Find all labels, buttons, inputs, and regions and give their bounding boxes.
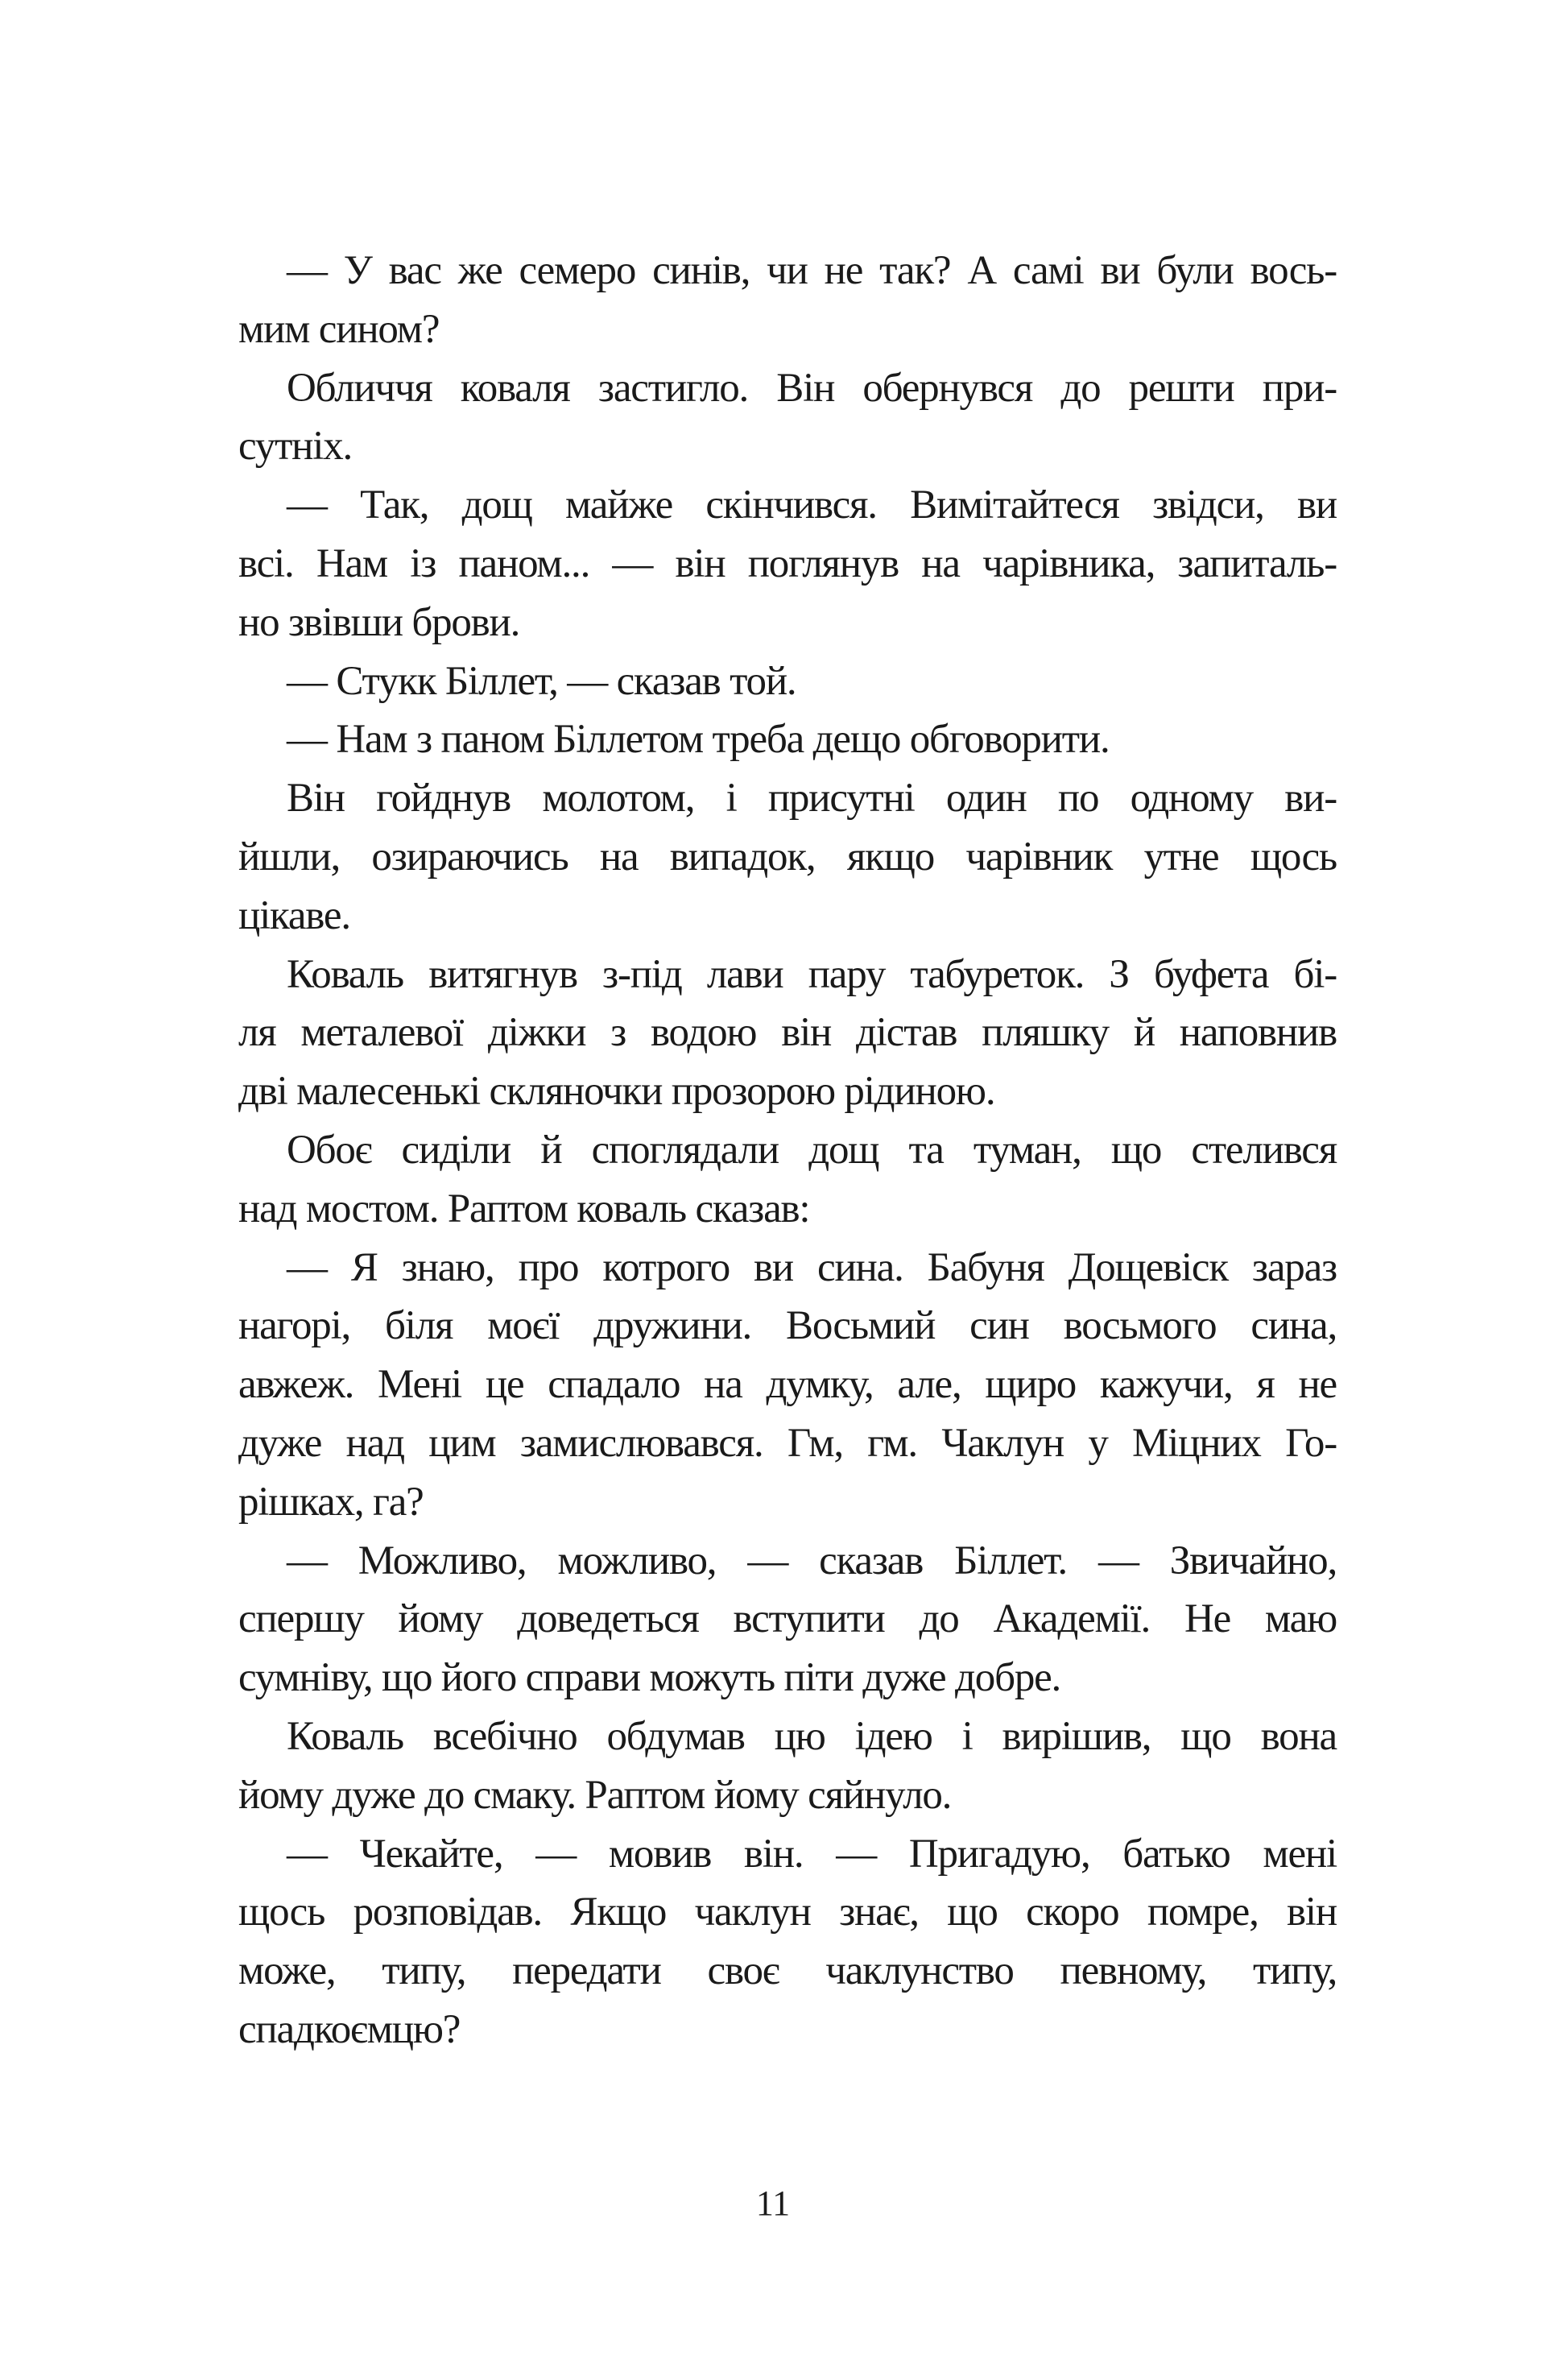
text-line: йому дуже до смаку. Раптом йому сяйнуло.: [238, 1772, 952, 1818]
text-line: — Так, дощ майже скінчився. Вимітайтеся звідси, ви: [287, 482, 1337, 528]
text-line: щось розповідав. Якщо чаклун знає, що скоро помре, він: [238, 1890, 1337, 1935]
text-line: Обличчя коваля застигло. Він обернувся до решти при-: [287, 365, 1337, 411]
text-line: йшли, озираючись на випадок, якщо чарівник утне щось: [238, 834, 1337, 880]
text-line: — Чекайте, — мовив він. — Пригадую, батько мені: [287, 1831, 1337, 1877]
text-line: спадкоємцю?: [238, 2006, 461, 2052]
text-line: авжеж. Мені це спадало на думку, але, щиро кажучи, я не: [238, 1362, 1337, 1408]
text-line: дуже над цим замислювався. Гм, гм. Чаклун у Міцних Го-: [238, 1420, 1337, 1466]
text-line: Обоє сиділи й споглядали дощ та туман, що стелився: [287, 1127, 1337, 1173]
text-line: сутніх.: [238, 424, 353, 470]
text-line: ля металевої діжки з водою він дістав пляшку й наповнив: [238, 1010, 1337, 1056]
text-line: мим сином?: [238, 306, 440, 352]
text-line: всі. Нам із паном... — він поглянув на чарівника, запиталь-: [238, 540, 1337, 586]
text-line: Коваль всебічно обдумав цю ідею і вирішив, що вона: [287, 1713, 1337, 1759]
text-line: над мостом. Раптом коваль сказав:: [238, 1186, 810, 1231]
text-line: спершу йому доведеться вступити до Академії. Не маю: [238, 1596, 1337, 1642]
text-line: но звівши брови.: [238, 599, 520, 645]
text-line: Коваль витягнув з-під лави пару табуреток. З буфета бі-: [287, 951, 1337, 997]
text-line: — Стукк Біллет, — сказав той.: [287, 658, 796, 704]
page-body-text: [238, 242, 1337, 2059]
text-line: може, типу, передати своє чаклунство певному, типу,: [238, 1948, 1337, 1994]
page-number: 11: [755, 2183, 791, 2223]
text-line: — У вас же семеро синів, чи не так? А самі ви були вось-: [287, 248, 1337, 293]
text-line: — Нам з паном Біллетом треба дещо обговорити.: [287, 717, 1110, 763]
text-line: — Я знаю, про котрого ви сина. Бабуня Дощевіск зараз: [287, 1244, 1337, 1290]
text-line: сумніву, що його справи можуть піти дуже добре.: [238, 1655, 1061, 1701]
text-line: дві малесенькі скляночки прозорою рідиною.: [238, 1069, 995, 1115]
text-line: нагорі, біля моєї дружини. Восьмий син восьмого сина,: [238, 1303, 1337, 1349]
text-line: рішках, га?: [238, 1479, 424, 1525]
text-line: — Можливо, можливо, — сказав Біллет. — Звичайно,: [287, 1538, 1337, 1583]
text-line: Він гойднув молотом, і присутні один по одному ви-: [287, 776, 1337, 822]
text-line: цікаве.: [238, 892, 350, 938]
